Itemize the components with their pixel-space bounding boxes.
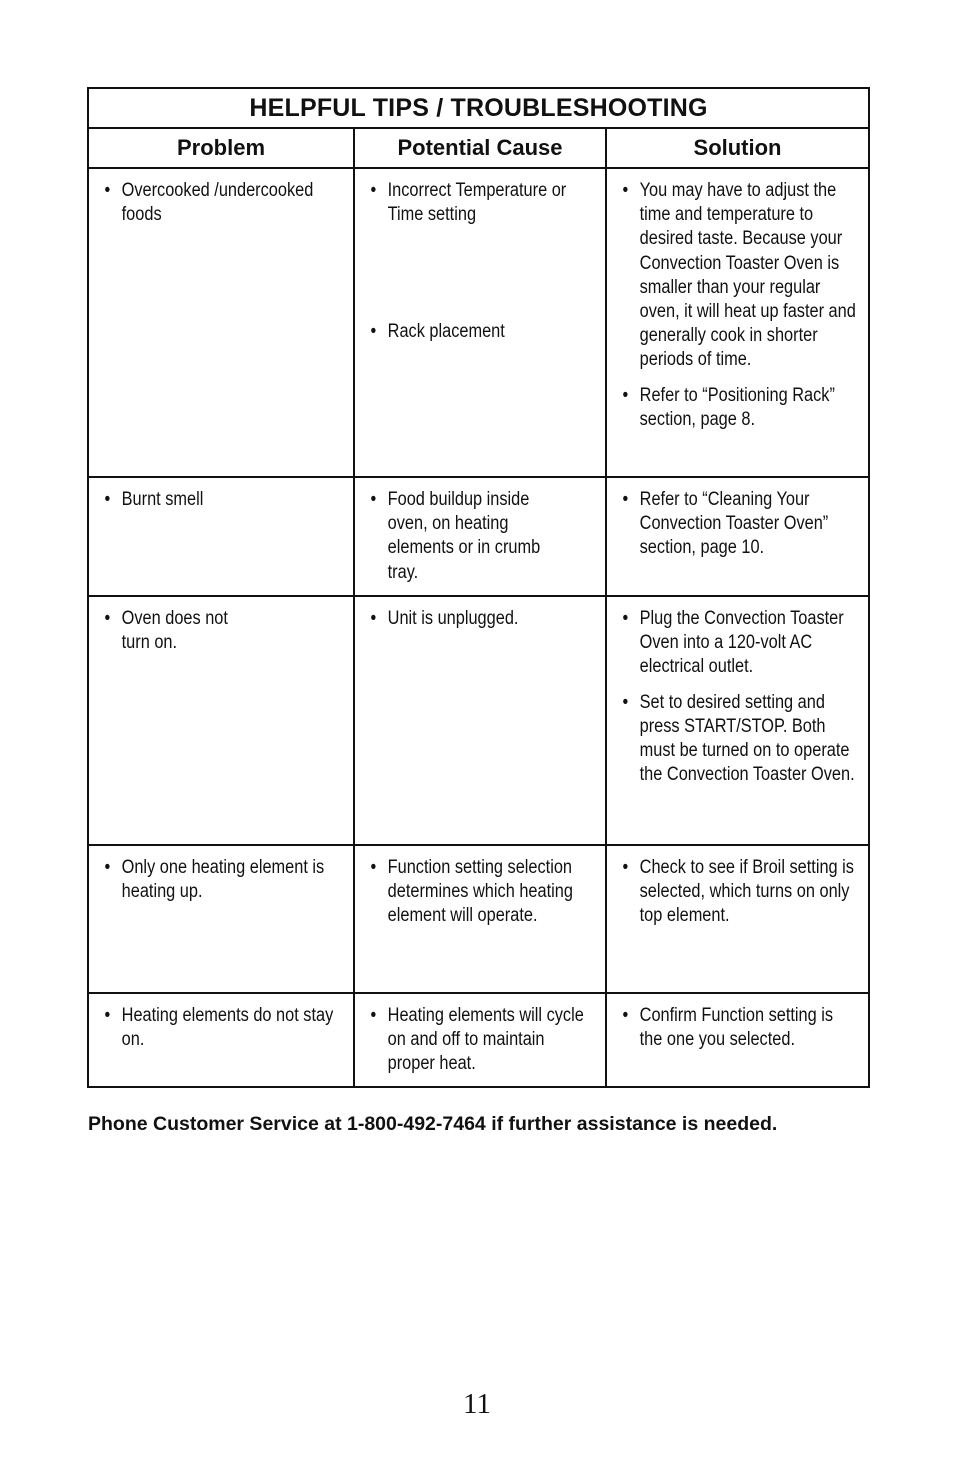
bullet-item: • Heating elements do not stay on. (101, 1004, 342, 1052)
problem-cell (88, 168, 354, 477)
table-row (88, 168, 869, 477)
header-problem: Problem (88, 128, 354, 168)
bullet-item: • Set to desired setting and press START/STOP. Both must be turned on to operate the Convection Toaster Oven. (619, 691, 857, 788)
table-row (88, 993, 869, 1087)
cause-cell (354, 168, 606, 477)
cause-cell (354, 477, 606, 596)
table-row (88, 596, 869, 845)
header-solution: Solution (606, 128, 869, 168)
bullet-item: • Oven does not turn on. (101, 607, 342, 655)
cause-cell (354, 993, 606, 1087)
cause-cell (354, 596, 606, 845)
troubleshooting-table (87, 87, 870, 1088)
page-number: 11 (463, 1388, 491, 1420)
solution-cell (606, 845, 869, 993)
customer-service-note: Phone Customer Service at 1-800-492-7464 if further assistance is needed. (88, 1113, 778, 1135)
bullet-item: • Confirm Function setting is the one you selected. (619, 1004, 857, 1052)
problem-cell (88, 596, 354, 845)
table-row (88, 477, 869, 596)
table-title: HELPFUL TIPS / TROUBLESHOOTING (88, 88, 869, 128)
bullet-item: • Check to see if Broil setting is selected, which turns on only top element. (619, 856, 857, 929)
header-potential-cause: Potential Cause (354, 128, 606, 168)
bullet-item: • Refer to “Cleaning Your Convection Toaster Oven” section, page 10. (619, 488, 857, 561)
bullet-item: • Rack placement (367, 320, 594, 344)
bullet-item: • Food buildup inside oven, on heating elements or in crumb tray. (367, 488, 594, 585)
problem-cell (88, 845, 354, 993)
bullet-item: • Only one heating element is heating up. (101, 856, 342, 904)
solution-cell (606, 168, 869, 477)
table-row (88, 845, 869, 993)
solution-cell (606, 993, 869, 1087)
bullet-item: • Refer to “Positioning Rack” section, page 8. (619, 384, 857, 432)
bullet-item: • Function setting selection determines which heating element will operate. (367, 856, 594, 929)
problem-cell (88, 477, 354, 596)
bullet-item: • Burnt smell (101, 488, 342, 512)
solution-cell (606, 477, 869, 596)
bullet-item: • Plug the Convection Toaster Oven into a 120-volt AC electrical outlet. (619, 607, 857, 680)
bullet-item: • Overcooked /undercooked foods (101, 179, 342, 227)
bullet-item: • Unit is unplugged. (367, 607, 594, 631)
cause-cell (354, 845, 606, 993)
bullet-item: • You may have to adjust the time and temperature to desired taste. Because your Convection Toaster Oven is smaller than your regular oven, it will heat up faster and generally cook in shorter periods of time. (619, 179, 857, 373)
bullet-item: • Heating elements will cycle on and off to maintain proper heat. (367, 1004, 594, 1077)
bullet-item: • Incorrect Temperature or Time setting (367, 179, 594, 227)
solution-cell (606, 596, 869, 845)
problem-cell (88, 993, 354, 1087)
